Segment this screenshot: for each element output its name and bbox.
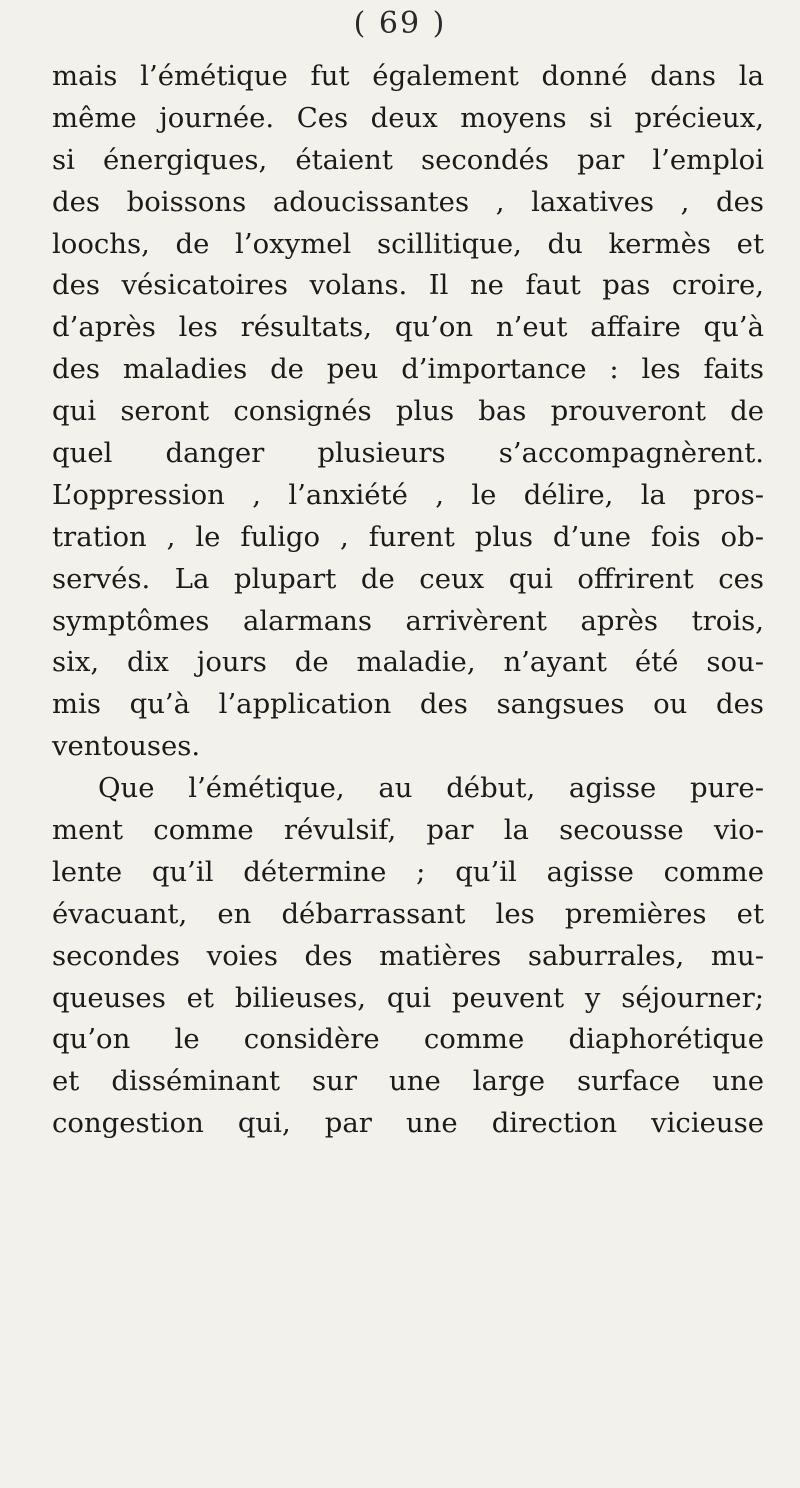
text-line: mais l’émétique fut également donné dans la xyxy=(52,60,764,92)
text-line: qui seront consignés plus bas prouveront de xyxy=(52,395,764,428)
text-line: queuses et bilieuses, qui peuvent y séjourner; xyxy=(52,981,764,1014)
text-line: congestion qui, par une direction vicieuse xyxy=(52,1107,764,1140)
text-line: si énergiques, étaient secondés par l’emploi xyxy=(52,143,764,176)
text-line: d’après les résultats, qu’on n’eut affaire qu’à xyxy=(52,311,764,344)
text-line: tration , le fuligo , furent plus d’une fois ob- xyxy=(52,520,764,553)
text-line: évacuant, en débarrassant les premières et xyxy=(52,897,764,930)
text-line: servés. La plupart de ceux qui offrirent ces xyxy=(52,562,764,595)
text-line: six, dix jours de maladie, n’ayant été sou- xyxy=(52,646,764,679)
body-text xyxy=(52,56,764,1145)
text-line: des maladies de peu d’importance : les faits xyxy=(52,353,764,386)
text-line: loochs, de l’oxymel scillitique, du kermès et xyxy=(52,227,764,260)
text-line-paragraph-end: ventouses. xyxy=(52,730,201,763)
text-line: symptômes alarmans arrivèrent après trois, xyxy=(52,604,764,637)
text-line: des vésicatoires volans. Il ne faut pas croire, xyxy=(52,269,764,302)
text-line: qu’on le considère comme diaphorétique xyxy=(52,1023,764,1056)
text-line: L’oppression , l’anxiété , le délire, la pros- xyxy=(52,478,764,511)
text-line: quel danger plusieurs s’accompagnèrent. xyxy=(52,437,764,470)
text-line: et disséminant sur une large surface une xyxy=(52,1065,764,1098)
text-line: lente qu’il détermine ; qu’il agisse comme xyxy=(52,855,764,888)
text-line: des boissons adoucissantes , laxatives , des xyxy=(52,185,764,218)
text-line: ment comme révulsif, par la secousse vio- xyxy=(52,814,764,847)
text-line: secondes voies des matières saburrales, mu- xyxy=(52,939,764,972)
text-line: même journée. Ces deux moyens si précieux, xyxy=(52,101,764,134)
text-line-paragraph-start: Que l’émétique, au début, agisse pure- xyxy=(98,772,764,805)
text-line: mis qu’à l’application des sangsues ou des xyxy=(52,688,764,721)
page-number: ( 69 ) xyxy=(353,6,447,41)
